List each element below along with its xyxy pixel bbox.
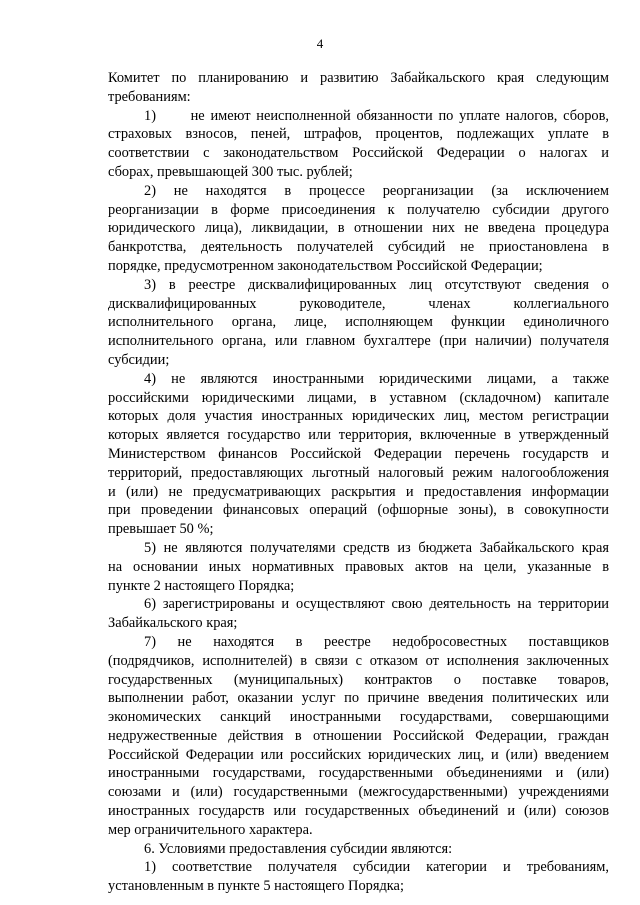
text-line: (подрядчиков, исполнителей) в связи с отказом от исполнения заключенных	[108, 652, 609, 669]
requirement-3	[108, 276, 609, 370]
requirement-2	[108, 182, 609, 276]
text-line: 5) не являются получателями средств из бюджета Забайкальского края	[144, 539, 609, 556]
text-line: 4) не являются иностранными юридическими лицами, а также	[144, 370, 609, 387]
requirement-1	[108, 107, 609, 182]
page-number: 4	[316, 36, 324, 51]
text-line: субсидии;	[108, 351, 170, 368]
text-line: пункте 2 настоящего Порядка;	[108, 577, 295, 594]
section-6-heading	[108, 840, 609, 859]
text-line: российскими юридическими лицами, в уставном (складочном) капитале	[108, 389, 609, 406]
text-line: выполнении работ, оказании услуг по причине введения политических или	[108, 690, 609, 707]
condition-1	[108, 858, 609, 896]
text-line: которых является государство или территория, включенные в утвержденный	[108, 427, 609, 444]
text-line: мер ограничительного характера.	[108, 821, 313, 838]
text-line: требованиям:	[108, 88, 191, 105]
text-line: экономических санкций иностранными государствами, совершающими	[108, 709, 609, 726]
text-line: территорий, предоставляющих льготный налоговый режим налогообложения	[108, 464, 609, 481]
text-line: которых доля участия иностранных юридических лиц, местом регистрации	[108, 408, 609, 425]
text-line: страховых взносов, пеней, штрафов, процентов, подлежащих уплате в	[108, 126, 609, 143]
text-line: установленным в пункте 5 настоящего Порядка;	[108, 878, 404, 895]
requirement-7	[108, 633, 609, 840]
text-line: 6. Условиями предоставления субсидии являются:	[144, 840, 453, 857]
text-line: соответствии с законодательством Российской Федерации о налогах и	[108, 145, 609, 162]
text-line: дисквалифицированных руководителе, членах коллегиального	[108, 295, 609, 312]
text-line: исполнительного органа, лице, исполняющем функции единоличного	[108, 314, 609, 331]
text-line: банкротства, деятельность получателей субсидий не приостановлена в	[108, 239, 609, 256]
text-line: 7) не находятся в реестре недобросовестных поставщиков	[144, 633, 609, 650]
text-line: государственных (муниципальных) контрактов о поставке товаров,	[108, 671, 609, 688]
text-line: 3) в реестре дисквалифицированных лиц отсутствуют сведения о	[144, 276, 609, 293]
text-line: 6) зарегистрированы и осуществляют свою деятельность на территории	[144, 596, 609, 613]
text-line: сборах, превышающей 300 тыс. рублей;	[108, 163, 353, 180]
text-line: реорганизации в форме присоединения к получателю субсидии другого	[108, 201, 609, 218]
text-line: на основании иных нормативных правовых актов на цели, указанные в	[108, 558, 609, 575]
text-line: иностранных государств или государственных объединений и (или) союзов	[108, 803, 609, 820]
text-line: 1) соответствие получателя субсидии категории и требованиям,	[144, 859, 609, 876]
requirement-5	[108, 539, 609, 595]
text-line: Министерством финансов Российской Федерации перечень государств и	[108, 445, 609, 462]
requirement-4	[108, 370, 609, 539]
text-line: 1) не имеют неисполненной обязанности по уплате налогов, сборов,	[144, 107, 609, 124]
text-line: превышает 50 %;	[108, 521, 214, 538]
text-line: иностранными государствами, государственными объединениями и (или)	[108, 765, 609, 782]
intro-paragraph	[108, 69, 609, 107]
text-line: союзами и (или) государственными (межгосударственными) учреждениями	[108, 784, 609, 801]
text-line: исполнительного органа, или главном бухгалтере (при наличии) получателя	[108, 333, 609, 350]
document-body	[108, 69, 609, 896]
requirement-6	[108, 595, 609, 633]
text-line: при проведении финансовых операций (офшорные зоны), в совокупности	[108, 502, 609, 519]
text-line: юридического лица), ликвидации, в отношении них не введена процедура	[108, 220, 609, 237]
text-line: 2) не находятся в процессе реорганизации (за исключением	[144, 182, 609, 199]
text-line: Комитет по планированию и развитию Забайкальского края следующим	[108, 70, 609, 86]
text-line: Российской Федерации или российских юридических лиц, и (или) введением	[108, 746, 609, 763]
text-line: Забайкальского края;	[108, 615, 238, 632]
text-line: и (или) не предусматривающих раскрытия и предоставления информации	[108, 483, 609, 500]
text-line: недружественные действия в отношении Российской Федерации, граждан	[108, 727, 609, 744]
text-line: порядке, предусмотренном законодательством Российской Федерации;	[108, 257, 543, 274]
